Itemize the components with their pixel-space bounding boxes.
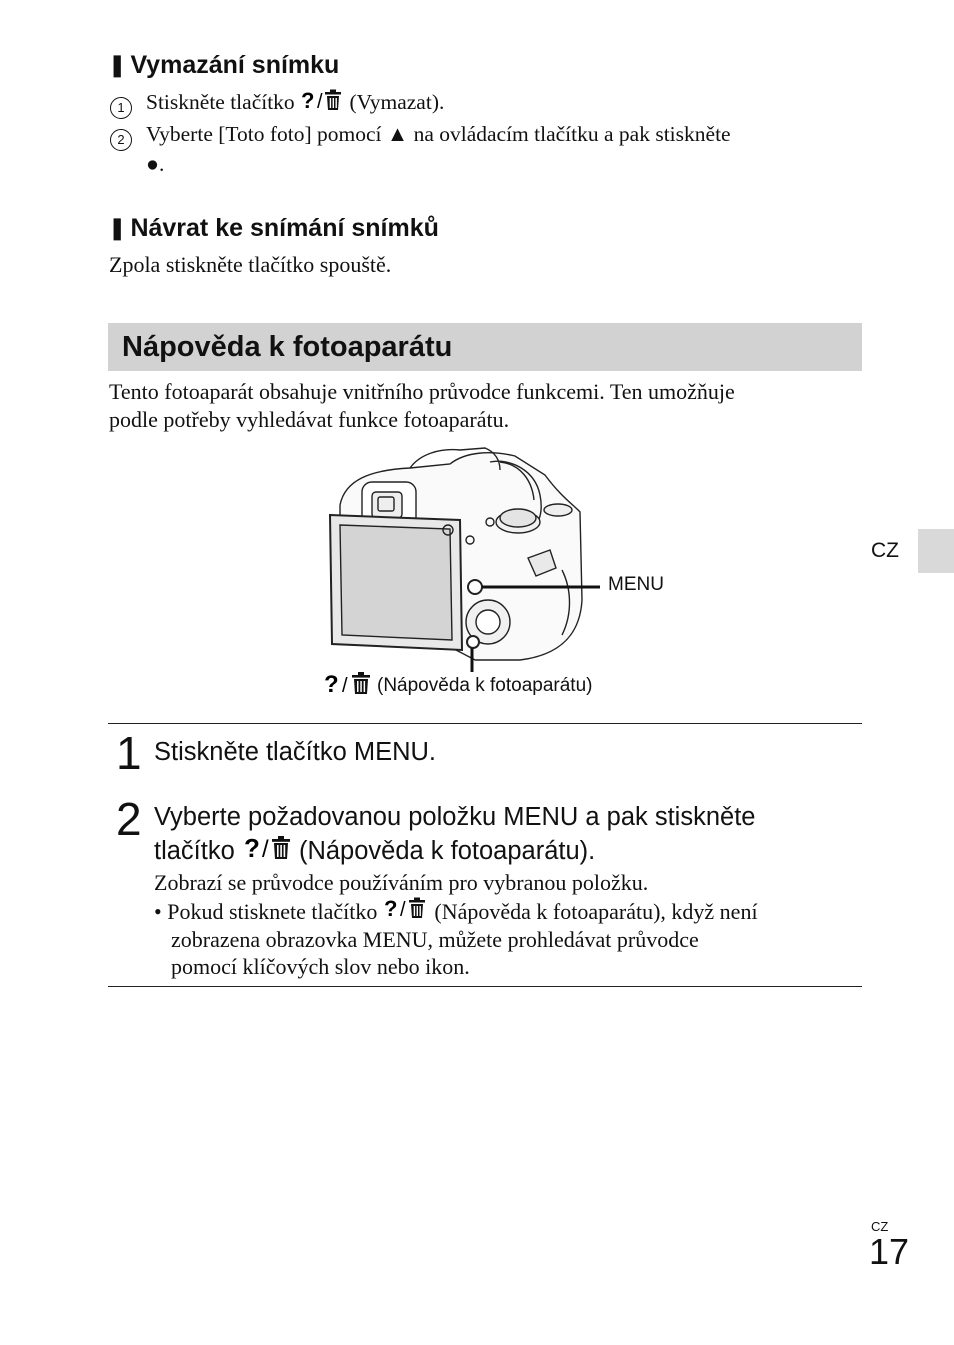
- svg-text:?: ?: [324, 671, 339, 696]
- step-2-line-1: Vyberte požadovanou položku MENU a pak stiskněte: [154, 803, 756, 831]
- step-2-description: [154, 869, 864, 980]
- svg-text:?: ?: [301, 88, 315, 112]
- step-2-line-2-text-end: (Nápověda k fotoaparátu).: [291, 837, 596, 865]
- step-2-bullet-line-3: pomocí klíčových slov nebo ikon.: [171, 954, 470, 979]
- step-2-line-2-text: tlačítko: [154, 837, 242, 865]
- svg-text:/: /: [399, 899, 406, 920]
- help-delete-icon: [242, 833, 292, 869]
- svg-text:?: ?: [383, 896, 398, 920]
- return-heading: [108, 213, 439, 243]
- delete-step-2: [110, 119, 870, 179]
- help-delete-icon: [383, 896, 429, 926]
- help-intro-line-2: podle potřeby vyhledávat funkce fotoaparátu.: [109, 407, 510, 432]
- side-tab-label: CZ: [871, 539, 899, 562]
- step-2-text: [154, 801, 864, 869]
- help-delete-icon: [322, 670, 374, 702]
- delete-step-1-text-end: (Vymazat).: [349, 90, 445, 114]
- delete-step-2-text: Vyberte [Toto foto] pomocí ▲ na ovládacím tlačítku a pak stiskněte: [146, 122, 731, 146]
- help-section-title: Nápověda k fotoaparátu: [122, 331, 453, 363]
- step-2-desc-line: Zobrazí se průvodce používáním pro vybranou položku.: [154, 870, 649, 895]
- delete-step-1-text: Stiskněte tlačítko: [146, 90, 301, 114]
- help-callout-text: (Nápověda k fotoaparátu): [377, 675, 593, 696]
- steps-bottom-rule: [108, 986, 862, 987]
- delete-step-2-text-end: ●.: [146, 152, 165, 176]
- help-delete-icon: [300, 88, 344, 120]
- return-text: Zpola stiskněte tlačítko spouště.: [109, 252, 392, 277]
- menu-callout-label: MENU: [608, 574, 664, 595]
- step-2-bullet-line-2: zobrazena obrazovka MENU, můžete prohledávat průvodce: [171, 927, 699, 952]
- heading-marker: ❚: [108, 52, 127, 77]
- step-number-circle: 2: [110, 129, 132, 151]
- delete-heading-title: Vymazání snímku: [130, 51, 340, 79]
- help-intro: [109, 378, 869, 434]
- svg-text:/: /: [342, 675, 348, 696]
- return-heading-title: Návrat ke snímání snímků: [130, 214, 439, 242]
- steps-top-rule: [108, 723, 862, 724]
- step-2-number: 2: [116, 793, 142, 845]
- svg-text:?: ?: [243, 833, 260, 861]
- svg-text:/: /: [317, 91, 323, 112]
- delete-step-1: [110, 87, 870, 120]
- side-tab: [918, 529, 954, 573]
- step-1-text: Stiskněte tlačítko MENU.: [154, 738, 437, 766]
- help-callout-label: [322, 670, 592, 702]
- heading-marker: ❚: [108, 215, 127, 240]
- footer-lang: CZ: [871, 1219, 889, 1234]
- delete-heading: [108, 50, 339, 80]
- step-1-number: 1: [116, 727, 142, 779]
- svg-text:/: /: [261, 836, 269, 861]
- step-2-bullet-text-end: (Nápověda k fotoaparátu), když není: [428, 898, 758, 924]
- page-number: 17: [869, 1231, 910, 1272]
- step-number-circle: 1: [110, 97, 132, 119]
- help-section-band: [108, 323, 862, 371]
- help-intro-line-1: Tento fotoaparát obsahuje vnitřního průvodce funkcemi. Ten umožňuje: [109, 379, 735, 404]
- step-2-bullet-text: • Pokud stisknete tlačítko: [154, 898, 383, 924]
